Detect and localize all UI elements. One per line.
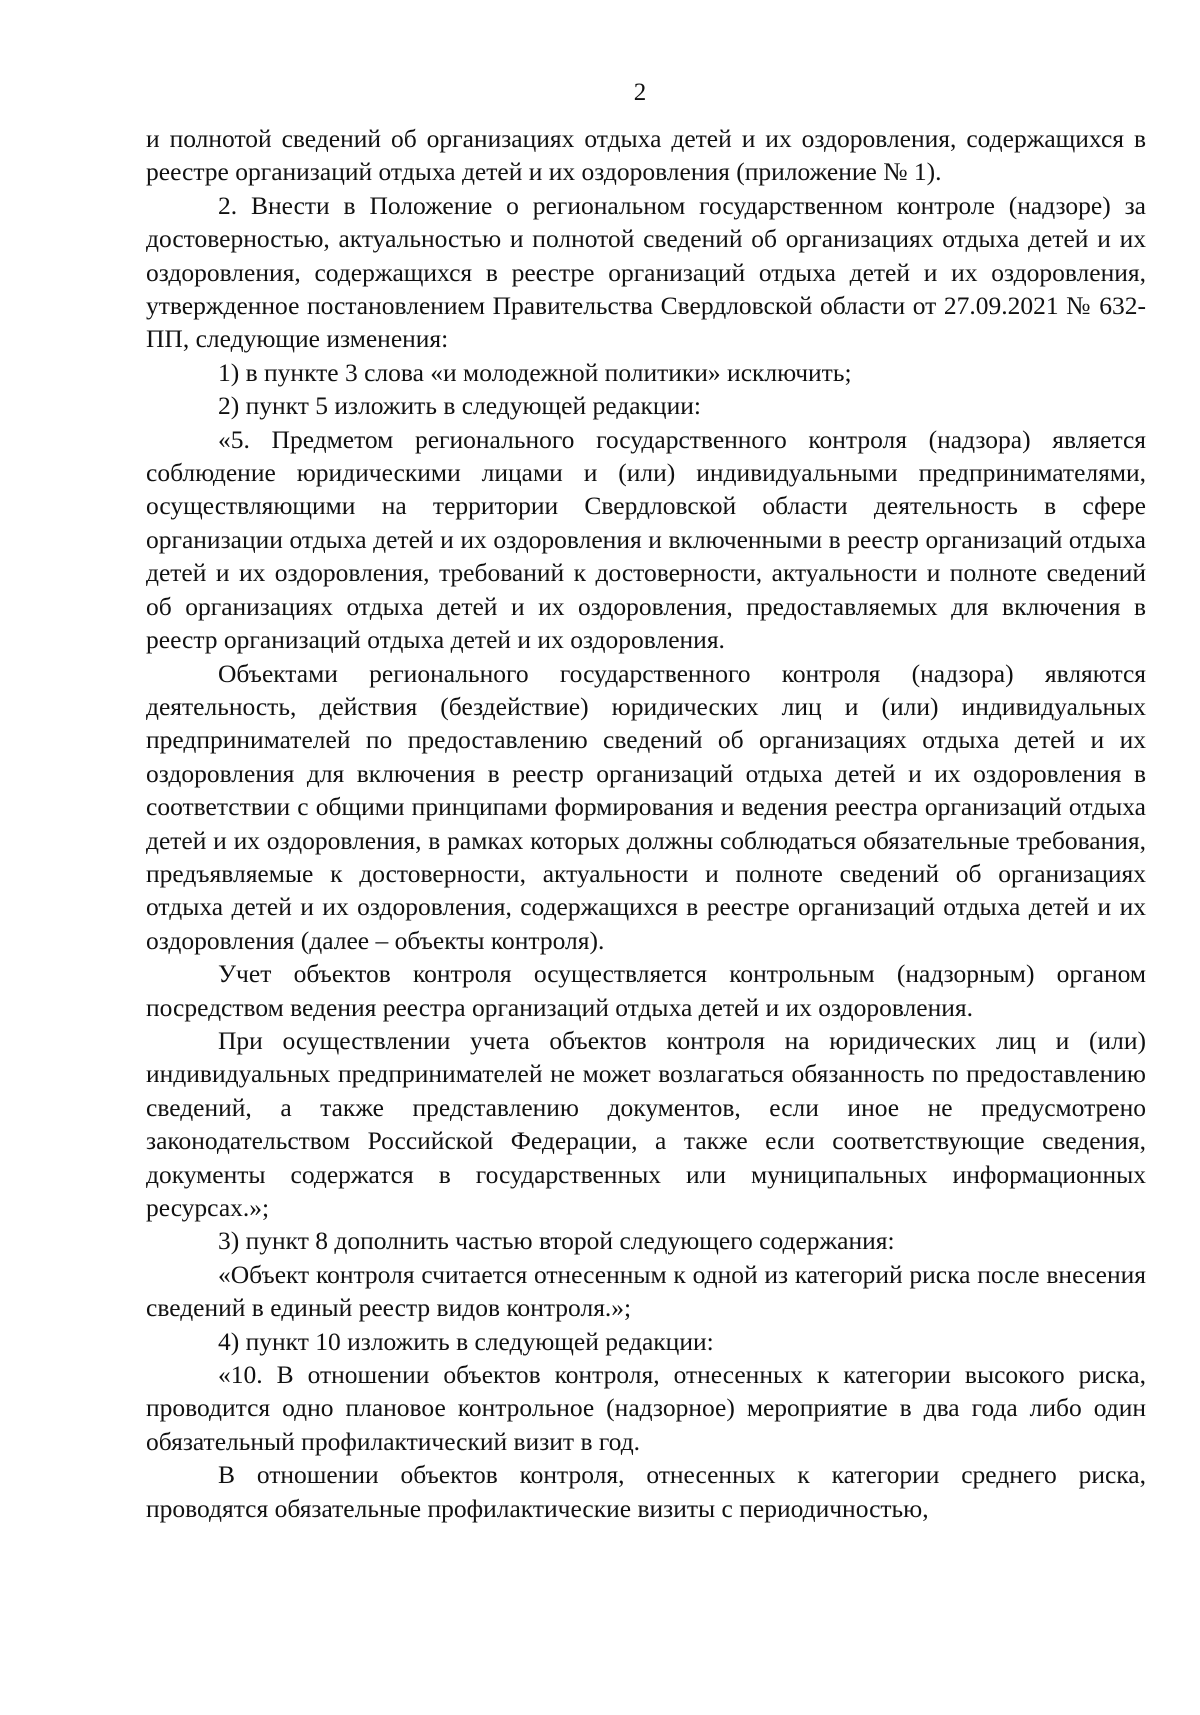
document-body [146,122,1146,1525]
paragraph: Учет объектов контроля осуществляется контрольным (надзорным) органом посредством ведения реестра организаций отдыха детей и их оздоровления. [146,959,1146,1022]
paragraph: Объектами регионального государственного контроля (надзора) являются деятельность, действия (бездействие) юридических лиц и (или) индивидуальных предпринимателей по предоставлению сведений об организациях отдыха детей и их оздоровления для включения в реестр организаций отдыха детей и их оздоровления в соответствии с общими принципами формирования и ведения реестра организаций отдыха детей и их оздоровления, в рамках которых должны соблюдаться обязательные требования, предъявляемые к достоверности, актуальности и полноте сведений об организациях отдыха детей и их оздоровления, содержащихся в реестре организаций отдыха детей и их оздоровления (далее – объекты контроля). [146,658,1146,955]
paragraph: В отношении объектов контроля, отнесенных к категории среднего риска, проводятся обязательные профилактические визиты с периодичностью, [146,1460,1146,1523]
paragraph: «10. В отношении объектов контроля, отнесенных к категории высокого риска, проводится одно плановое контрольное (надзорное) мероприятие в два года либо один обязательный профилактический визит в год. [146,1360,1146,1456]
paragraph: 3) пункт 8 дополнить частью второй следующего содержания: [218,1226,895,1256]
paragraph: 1) в пункте 3 слова «и молодежной политики» исключить; [218,357,852,387]
page-number: 2 [633,79,647,106]
paragraph: «Объект контроля считается отнесенным к одной из категорий риска после внесения сведений в единый реестр видов контроля.»; [146,1259,1146,1323]
paragraph: При осуществлении учета объектов контроля на юридических лиц и (или) индивидуальных предпринимателей не может возлагаться обязанность по предоставлению сведений, а также представлению документов, если иное не предусмотрено законодательством Российской Федерации, а также если соответствующие сведения, документы содержатся в государственных или муниципальных информационных ресурсах.»; [146,1025,1146,1222]
paragraph: «5. Предметом регионального государственного контроля (надзора) является соблюдение юридическими лицами и (или) индивидуальными предпринимателями, осуществляющими на территории Свердловской области деятельность в сфере организации отдыха детей и их оздоровления и включенными в реестр организаций отдыха детей и их оздоровления, требований к достоверности, актуальности и полноте сведений об организациях отдыха детей и их оздоровления, предоставляемых для включения в реестр организаций отдыха детей и их оздоровления. [146,424,1146,655]
paragraph: 2. Внести в Положение о региональном государственном контроле (надзоре) за достоверностью, актуальностью и полнотой сведений об организациях отдыха детей и их оздоровления, содержащихся в реестре организаций отдыха детей и их оздоровления, утвержденное постановлением Правительства Свердловской области от 27.09.2021 № 632-ПП, следующие изменения: [146,190,1146,354]
paragraph: 4) пункт 10 изложить в следующей редакции: [218,1326,714,1356]
paragraph: и полнотой сведений об организациях отдыха детей и их оздоровления, содержащихся в реестре организаций отдыха детей и их оздоровления (приложение № 1). [146,124,1146,187]
paragraph: 2) пункт 5 изложить в следующей редакции: [218,391,701,421]
